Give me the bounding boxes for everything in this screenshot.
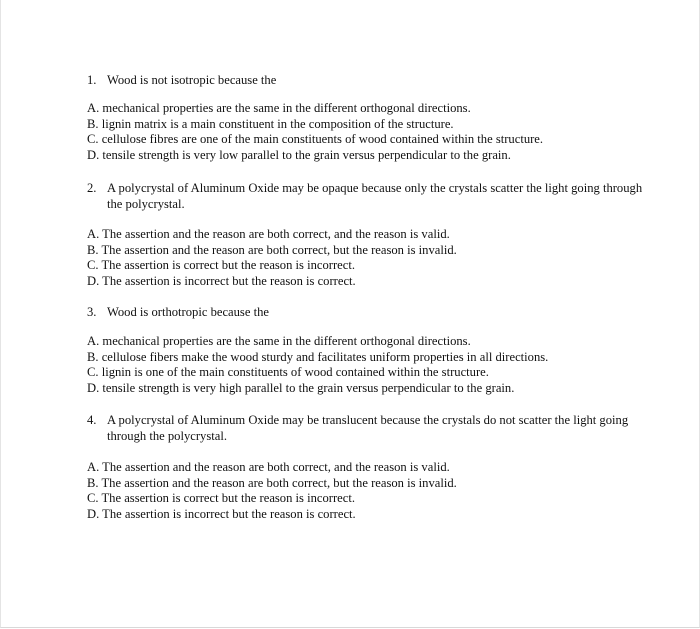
question-2 (87, 180, 647, 212)
question-4-options (87, 460, 667, 522)
question-1-options (87, 101, 667, 163)
question-4-option-d[interactable]: D. The assertion is incorrect but the reason is correct. (87, 506, 356, 521)
question-2-option-d[interactable]: D. The assertion is incorrect but the reason is correct. (87, 273, 356, 288)
question-4 (87, 412, 647, 444)
question-3 (87, 304, 647, 320)
question-4-option-a[interactable]: A. The assertion and the reason are both correct, and the reason is valid. (87, 460, 450, 474)
question-2-option-b[interactable]: B. The assertion and the reason are both correct, but the reason is invalid. (87, 242, 457, 257)
question-2-options (87, 227, 667, 289)
question-1-option-b[interactable]: B. lignin matrix is a main constituent in the composition of the structure. (87, 116, 454, 131)
question-4-stem: A polycrystal of Aluminum Oxide may be translucent because the crystals do not scatter the light going through the polycrystal. (107, 413, 629, 443)
question-1-option-d[interactable]: D. tensile strength is very low parallel to the grain versus perpendicular to the grain. (87, 147, 511, 162)
question-1 (87, 72, 647, 88)
question-4-option-b[interactable]: B. The assertion and the reason are both correct, but the reason is invalid. (87, 475, 457, 490)
question-3-option-b[interactable]: B. cellulose fibers make the wood sturdy and facilitates uniform properties in all directions. (87, 349, 549, 364)
question-3-number: 3. (87, 305, 97, 319)
question-1-option-a[interactable]: A. mechanical properties are the same in the different orthogonal directions. (87, 101, 471, 115)
question-3-option-a[interactable]: A. mechanical properties are the same in the different orthogonal directions. (87, 334, 471, 348)
question-1-option-c[interactable]: C. cellulose fibres are one of the main constituents of wood contained within the structure. (87, 132, 544, 146)
question-2-stem: A polycrystal of Aluminum Oxide may be opaque because only the crystals scatter the light going through the polycrystal. (107, 181, 643, 211)
question-4-number: 4. (87, 413, 97, 427)
question-3-option-c[interactable]: C. lignin is one of the main constituents of wood contained within the structure. (87, 365, 489, 379)
question-2-number: 2. (87, 181, 97, 195)
question-2-option-c[interactable]: C. The assertion is correct but the reason is incorrect. (87, 258, 355, 272)
question-2-option-a[interactable]: A. The assertion and the reason are both correct, and the reason is valid. (87, 227, 450, 241)
question-1-number: 1. (87, 73, 97, 87)
question-3-option-d[interactable]: D. tensile strength is very high parallel to the grain versus perpendicular to the grain. (87, 380, 515, 395)
question-4-option-c[interactable]: C. The assertion is correct but the reason is incorrect. (87, 491, 355, 505)
question-3-options (87, 334, 667, 396)
question-3-stem: Wood is orthotropic because the (107, 305, 269, 319)
question-1-stem: Wood is not isotropic because the (107, 73, 277, 87)
